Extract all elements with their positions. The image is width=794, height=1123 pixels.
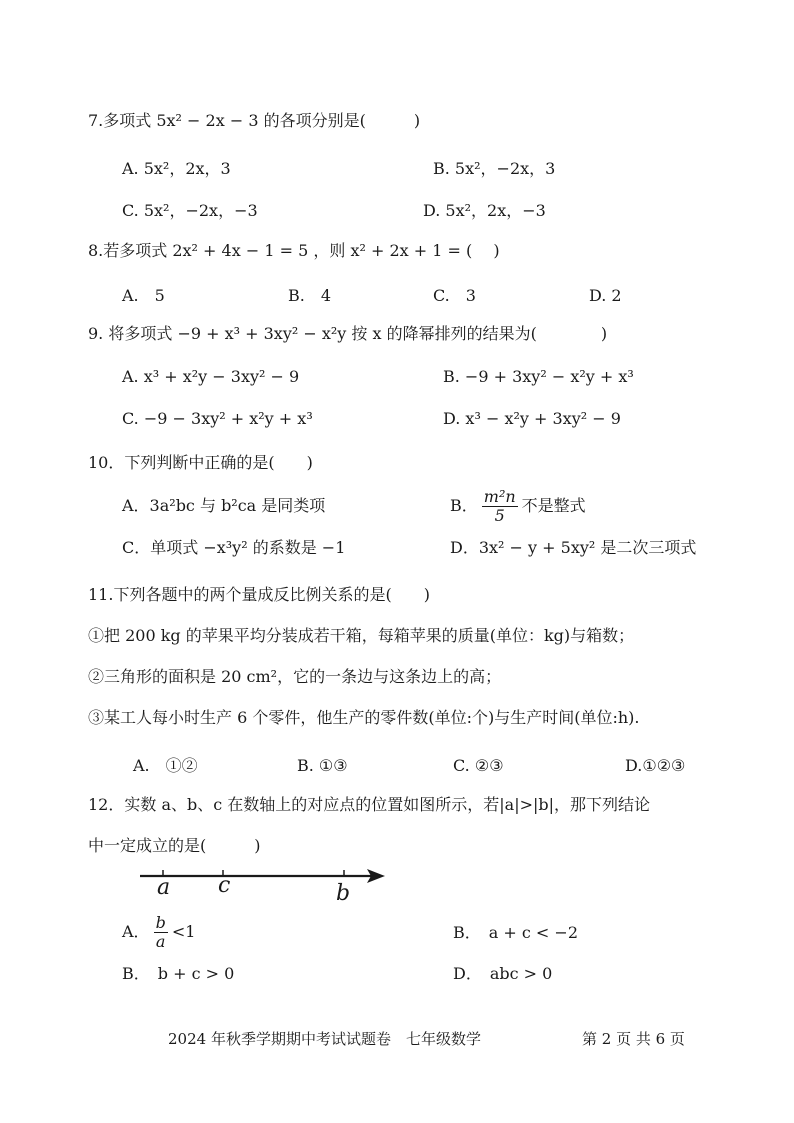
q12-option-b-second: B． b + c > 0 <box>122 964 235 983</box>
q12-option-a-rest: <1 <box>171 922 196 941</box>
q12-stem-line-2: 中一定成立的是( ) <box>88 836 261 855</box>
q10-option-b-label: B． <box>450 496 478 515</box>
footer-page-number: 第 2 页 共 6 页 <box>582 1030 685 1048</box>
label-a: a <box>157 875 171 900</box>
q9-option-c: C. −9 − 3xy² + x²y + x³ <box>122 409 313 428</box>
q9-stem: 9. 将多项式 −9 + x³ + 3xy² − x²y 按 x 的降幂排列的结果为( ) <box>88 324 608 343</box>
q7-option-a: A. 5x²，2x，3 <box>122 159 231 178</box>
label-b: b <box>336 881 351 906</box>
q10-option-b-numerator: m²n <box>483 487 516 506</box>
q10-option-b <box>450 486 586 526</box>
q10-option-d: D．3x² − y + 5xy² 是二次三项式 <box>450 538 697 557</box>
q8-option-d: D. 2 <box>589 286 622 305</box>
q10-option-b-denominator: 5 <box>494 506 505 525</box>
q7-option-c: C. 5x²，−2x，−3 <box>122 201 258 220</box>
q8-option-b: B. 4 <box>288 286 332 305</box>
q11-option-b: B. ①③ <box>297 756 348 775</box>
q12-option-a <box>122 912 195 952</box>
q8-option-c: C. 3 <box>433 286 476 305</box>
q10-option-b-fraction <box>482 488 518 525</box>
q11-option-a: A. ①② <box>133 756 198 775</box>
q11-item-2: ②三角形的面积是 20 cm²，它的一条边与这条边上的高； <box>88 667 502 686</box>
footer-title: 2024 年秋季学期期中考试试题卷 七年级数学 <box>168 1030 481 1048</box>
q11-item-3: ③某工人每小时生产 6 个零件，他生产的零件数(单位:个)与生产时间(单位:h). <box>88 708 640 727</box>
q11-option-d: D.①②③ <box>625 756 686 775</box>
q12-option-a-fraction <box>154 914 168 951</box>
q10-stem: 10．下列判断中正确的是( ) <box>88 453 313 472</box>
q7-stem: 7.多项式 5x² − 2x − 3 的各项分别是( ) <box>88 111 421 130</box>
q11-item-1: ①把 200 kg 的苹果平均分装成若干箱，每箱苹果的质量(单位：kg)与箱数； <box>88 626 635 645</box>
q12-option-b: B． a + c < −2 <box>453 923 579 942</box>
q10-option-b-rest: 不是整式 <box>521 496 586 515</box>
number-line-figure <box>135 858 395 908</box>
q9-option-d: D. x³ − x²y + 3xy² − 9 <box>443 409 621 428</box>
q8-stem: 8.若多项式 2x² + 4x − 1 = 5 ，则 x² + 2x + 1 = ( ) <box>88 241 500 260</box>
q12-option-d: D． abc > 0 <box>453 964 553 983</box>
q12-option-a-denominator: a <box>155 932 166 951</box>
q9-option-b: B. −9 + 3xy² − x²y + x³ <box>443 367 634 386</box>
q10-option-c: C．单项式 −x³y² 的系数是 −1 <box>122 538 346 557</box>
q11-stem: 11.下列各题中的两个量成反比例关系的是( ) <box>88 585 430 604</box>
label-c: c <box>218 873 231 898</box>
q12-option-a-label: A． <box>122 922 150 941</box>
q7-option-d: D. 5x²，2x，−3 <box>423 201 546 220</box>
q12-option-a-numerator: b <box>155 913 166 932</box>
q11-option-c: C. ②③ <box>453 756 504 775</box>
q12-stem-line-1: 12．实数 a、b、c 在数轴上的对应点的位置如图所示，若|a|>|b|，那下列结论 <box>88 795 651 814</box>
q9-option-a: A. x³ + x²y − 3xy² − 9 <box>122 367 300 386</box>
q10-option-a: A．3a²bc 与 b²ca 是同类项 <box>122 496 326 515</box>
q8-option-a: A. 5 <box>122 286 165 305</box>
q7-option-b: B. 5x²，−2x，3 <box>433 159 556 178</box>
